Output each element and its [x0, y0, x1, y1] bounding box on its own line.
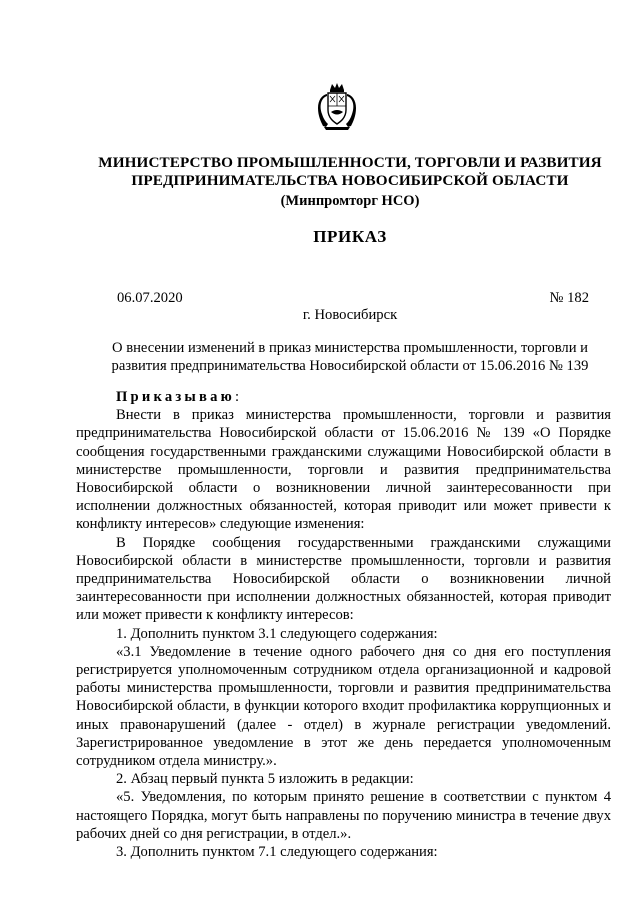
subject-line-1: О внесении изменений в приказ министерства промышленности, торговли и: [112, 340, 588, 356]
body-paragraph: «3.1 Уведомление в течение одного рабочего дня со дня его поступления регистрируется уполномоченным сотрудником отдела организационной и кадровой работы министерства промышленности, торговли и развития предпринимательства Новосибирской области, в функции которого входит профилактика коррупционных и иных правонарушений (далее - отдел) в журнале регистрации уведомлений. Зарегистрированное уведомление в этот же день передается уполномоченным сотрудником отдела министру.».: [76, 643, 611, 770]
body-paragraph: 3. Дополнить пунктом 7.1 следующего содержания:: [116, 844, 438, 861]
ministry-line-2: ПРЕДПРИНИМАТЕЛЬСТВА НОВОСИБИРСКОЙ ОБЛАСТИ: [131, 172, 569, 189]
body-paragraph: Внести в приказ министерства промышленности, торговли и развития предпринимательства Новосибирской области от 15.06.2016 № 139 «О Порядке сообщения государственными гражданскими служащими Новосибирской области в министерстве промышленности, торговли и развития предпринимательства Новосибирской области о возникновении личной заинтересованности при исполнении должностных обязанностей, которая приводит или может привести к конфликту интересов» следующие изменения:: [76, 407, 611, 533]
ministry-abbreviation: (Минпромторг НСО): [280, 193, 420, 209]
order-colon: :: [234, 389, 240, 405]
ministry-name: [60, 154, 640, 190]
document-body: [76, 388, 611, 861]
document-number: № 182: [549, 290, 589, 306]
order-heading: [76, 388, 611, 406]
document-type: ПРИКАЗ: [313, 227, 387, 246]
coat-of-arms-icon: [316, 82, 358, 132]
document-city: г. Новосибирск: [302, 307, 398, 323]
body-paragraph: 1. Дополнить пунктом 3.1 следующего содержания:: [116, 625, 438, 642]
ministry-line-1: МИНИСТЕРСТВО ПРОМЫШЛЕННОСТИ, ТОРГОВЛИ И РАЗВИТИЯ: [98, 154, 602, 171]
subject-line-2: развития предпринимательства Новосибирской области от 15.06.2016 № 139: [111, 358, 589, 374]
order-word: Приказываю: [116, 389, 235, 405]
body-paragraph: «5. Уведомления, по которым принято решение в соответствии с пунктом 4 настоящего Порядка, могут быть направлены по поручению министра в течение двух рабочих дней со дня регистрации, в отдел.».: [76, 789, 611, 842]
document-subject: [60, 339, 640, 375]
document-date: 06.07.2020: [117, 290, 183, 306]
body-paragraph: 2. Абзац первый пункта 5 изложить в редакции:: [116, 771, 414, 788]
body-paragraph: В Порядке сообщения государственными гражданскими служащими Новосибирской области в министерстве промышленности, торговли и развития предпринимательства Новосибирской области о возникновении личной заинтересованности при исполнении должностных обязанностей, которая приводит или может привести к конфликту интересов:: [76, 534, 611, 624]
